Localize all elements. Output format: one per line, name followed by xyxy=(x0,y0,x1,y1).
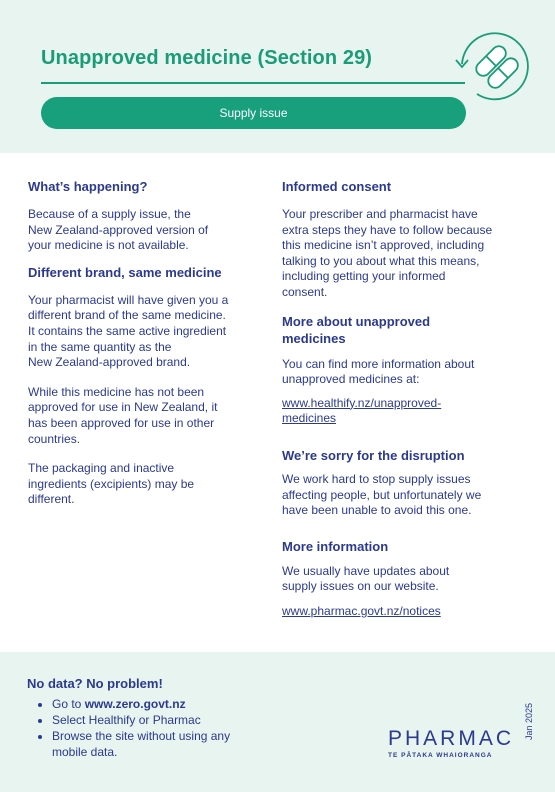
text-line: talking to you about what this means, xyxy=(282,253,480,268)
informed-consent-text xyxy=(282,207,527,301)
different-brand-text xyxy=(28,293,268,371)
text-line: The packaging and inactive xyxy=(28,461,175,476)
left-column xyxy=(28,178,268,508)
publication-date: Jan 2025 xyxy=(524,702,534,740)
whats-happening-text xyxy=(28,207,268,254)
text-line: countries. xyxy=(28,431,81,446)
text-line: has been approved for use in other xyxy=(28,415,215,430)
link-line[interactable]: medicines xyxy=(282,411,337,426)
page-title: Unapproved medicine (Section 29) xyxy=(41,47,373,69)
text-line: consent. xyxy=(282,284,328,299)
logo-wordmark: PHARMAC xyxy=(388,727,515,750)
supply-issue-badge: Supply issue xyxy=(41,97,466,129)
packaging-text xyxy=(28,461,268,508)
list-item xyxy=(52,696,302,712)
text-line: We usually have updates about xyxy=(282,563,450,578)
heading-line: More about unapproved xyxy=(282,313,431,329)
text-line: Your prescriber and pharmacist have xyxy=(282,207,478,221)
list-item-text: Go to xyxy=(52,697,85,711)
text-line: have been unable to avoid this one. xyxy=(282,503,472,518)
text-line: in the same quantity as the xyxy=(28,339,172,354)
section-heading-sorry: We’re sorry for the disruption xyxy=(282,447,465,463)
list-item-text: Browse the site without using any xyxy=(52,729,231,743)
text-line: Your pharmacist will have given you a xyxy=(28,292,229,307)
healthify-link-text xyxy=(282,396,527,427)
pill-capsule-arrow-icon xyxy=(452,28,530,106)
more-about-text xyxy=(282,357,527,388)
list-item xyxy=(52,728,302,760)
notices-link[interactable]: www.pharmac.govt.nz/notices xyxy=(282,603,441,618)
no-data-heading: No data? No problem! xyxy=(27,676,163,691)
heading-line: medicines xyxy=(282,330,346,346)
text-line: different brand of the same medicine. xyxy=(28,308,226,323)
title-underline xyxy=(41,82,465,84)
right-column xyxy=(282,178,527,620)
text-line: unapproved medicines at: xyxy=(282,372,420,387)
text-line: Because of a supply issue, the xyxy=(28,207,191,221)
text-line: You can find more information about xyxy=(282,356,475,371)
sorry-text xyxy=(282,472,527,519)
section-heading-more-information: More information xyxy=(282,538,389,554)
text-line: While this medicine has not been xyxy=(28,384,205,399)
section-heading-more-about xyxy=(282,313,527,347)
more-information-text xyxy=(282,564,527,595)
text-line: extra steps they have to follow because xyxy=(282,222,493,237)
healthify-link[interactable] xyxy=(282,396,441,426)
header-panel xyxy=(0,0,555,153)
text-line: your medicine is not available. xyxy=(28,238,189,253)
text-line: approved for use in New Zealand, it xyxy=(28,400,218,415)
logo-tagline: TE PĀTAKA WHAIORANGA xyxy=(388,752,493,759)
approval-text xyxy=(28,385,268,447)
link-line[interactable]: www.healthify.nz/unapproved- xyxy=(282,395,442,410)
text-line: ingredients (excipients) may be xyxy=(28,476,195,491)
list-item: • Select Healthify or Pharmac xyxy=(52,712,302,728)
section-heading-whats-happening: What’s happening? xyxy=(28,179,148,194)
footer-panel xyxy=(0,652,555,792)
text-line: We work hard to stop supply issues xyxy=(282,471,471,486)
text-line: It contains the same active ingredient xyxy=(28,323,227,338)
text-line: affecting people, but unfortunately we xyxy=(282,487,482,502)
notices-link-text xyxy=(282,604,527,620)
zero-govt-link: www.zero.govt.nz xyxy=(84,697,186,711)
text-line: New Zealand-approved brand. xyxy=(28,355,191,370)
text-line: this medicine isn’t approved, including xyxy=(282,238,485,253)
text-line: different. xyxy=(28,492,75,507)
text-line: supply issues on our website. xyxy=(282,579,439,594)
text-line: New Zealand-approved version of xyxy=(28,222,209,237)
section-heading-informed-consent: Informed consent xyxy=(282,179,392,194)
pharmac-logo xyxy=(388,727,515,759)
list-item-text: mobile data. xyxy=(52,745,118,759)
text-line: including getting your informed xyxy=(282,269,446,284)
section-heading-different-brand: Different brand, same medicine xyxy=(28,264,222,280)
no-data-list xyxy=(27,696,302,760)
